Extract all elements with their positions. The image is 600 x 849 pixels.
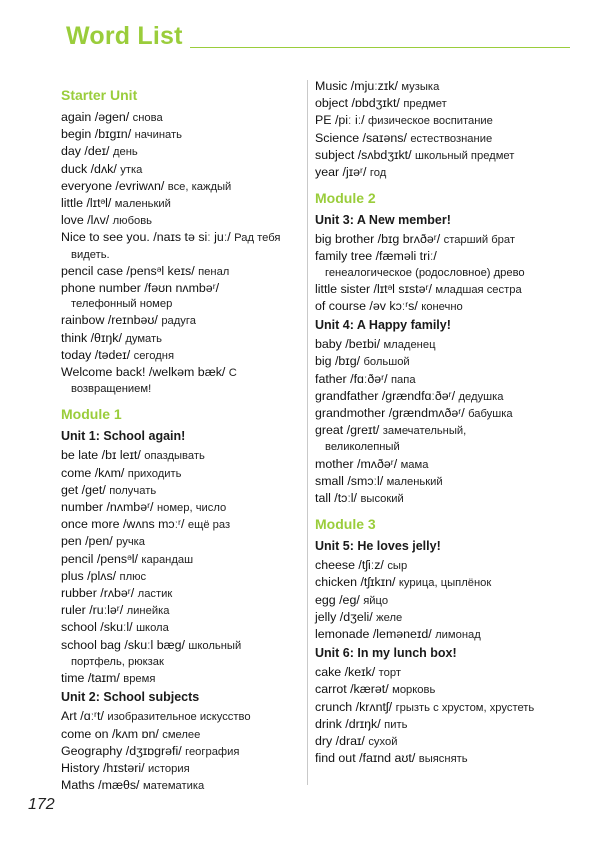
word-transcription: day /deɪ/: [61, 144, 113, 159]
word-transcription: come on /kʌm ɒn/: [61, 726, 163, 741]
word-transcription: small /smɔːl/: [315, 473, 387, 488]
word-transcription: Welcome back! /welkəm bæk/: [61, 365, 229, 380]
word-translation: номер, число: [156, 502, 227, 515]
unit-heading: Unit 6: In my lunch box!: [315, 646, 457, 661]
column-divider: [307, 80, 308, 785]
word-transcription: love /lʌv/: [61, 213, 113, 228]
word-entry: [61, 229, 301, 262]
word-transcription: Geography /dʒɪɒgrəfi/: [61, 743, 186, 758]
word-transcription: think /θɪŋk/: [61, 330, 126, 345]
word-entry: [315, 664, 570, 681]
word-translation: грызть с хрустом, хрустеть: [395, 701, 535, 714]
word-translation: получать: [109, 484, 157, 497]
word-transcription: rubber /rʌbəʳ/: [61, 586, 138, 601]
word-entry: [315, 456, 570, 473]
word-translation: торт: [378, 667, 401, 680]
word-translation: школьный: [188, 639, 242, 652]
page-title: Word List: [66, 22, 183, 50]
word-translation: морковь: [392, 684, 436, 697]
word-entry: [61, 330, 301, 347]
word-transcription: cheese /tʃiːz/: [315, 558, 388, 573]
word-entry: [315, 592, 570, 609]
word-translation: день: [112, 146, 138, 159]
word-entry: [61, 602, 301, 619]
word-transcription: egg /eg/: [315, 592, 364, 607]
word-transcription: mother /mʌðəʳ/: [315, 456, 401, 471]
unit-heading: Unit 1: School again!: [61, 429, 186, 444]
word-translation: ручка: [116, 536, 146, 549]
word-entry: [61, 212, 301, 229]
word-translation: С: [228, 367, 237, 380]
word-entry: [61, 533, 301, 550]
module-section: [61, 405, 301, 794]
word-transcription: crunch /krʌntʃ/: [315, 699, 396, 714]
word-entry: [315, 490, 570, 507]
word-entry: [61, 347, 301, 364]
word-translation: яйцо: [363, 594, 389, 607]
word-entry: [61, 499, 301, 516]
word-transcription: tall /tɔːl/: [315, 491, 361, 506]
word-entry: [61, 195, 301, 212]
unit-heading: Unit 4: A Happy family!: [315, 318, 451, 333]
word-entry: [315, 574, 570, 591]
word-transcription: time /taɪm/: [61, 671, 124, 686]
word-transcription: ruler /ruːləʳ/: [61, 603, 127, 618]
word-transcription: get /get/: [61, 482, 110, 497]
word-translation: снова: [132, 112, 163, 124]
word-entry: [315, 371, 570, 388]
word-translation: желе: [376, 611, 403, 624]
module-heading: Starter Unit: [61, 87, 138, 103]
word-translation: физическое воспитание: [368, 115, 493, 128]
word-translation: все, каждый: [167, 180, 232, 193]
word-transcription: school /skuːl/: [61, 620, 137, 635]
word-entry: [61, 516, 301, 533]
word-entry: [315, 557, 570, 574]
module-section: [315, 515, 570, 767]
word-transcription: object /ɒbdʒɪkt/: [315, 96, 404, 111]
word-entry: [315, 231, 570, 248]
word-translation-continued: портфель, рюкзак: [71, 655, 164, 668]
word-translation: курица, цыплёнок: [398, 577, 492, 590]
word-translation: младшая сестра: [435, 283, 522, 296]
word-translation: высокий: [360, 493, 404, 506]
word-entry: [315, 78, 570, 95]
word-translation-continued: генеалогическое (родословное) древо: [325, 266, 525, 279]
word-translation: год: [369, 167, 387, 180]
word-transcription: Art /ɑːʳt/: [61, 709, 108, 724]
word-translation: карандаш: [141, 553, 194, 566]
word-translation: маленький: [386, 475, 443, 488]
page-number: 172: [28, 796, 55, 813]
word-entry: [315, 336, 570, 353]
word-transcription: Maths /mæθs/: [61, 778, 143, 793]
word-translation: младенец: [383, 339, 436, 352]
word-entry: [315, 422, 570, 455]
word-translation: лимонад: [435, 629, 481, 642]
word-entry: [61, 637, 301, 670]
word-transcription: year /jɪəʳ/: [315, 165, 370, 180]
module-heading: Module 2: [315, 190, 376, 207]
word-entry: [61, 280, 301, 312]
word-transcription: Music /mjuːzɪk/: [315, 79, 402, 93]
word-translation: приходить: [127, 467, 182, 480]
word-entry: [315, 130, 570, 147]
word-translation: сегодня: [133, 349, 174, 362]
word-translation: утка: [120, 163, 143, 176]
word-translation: мама: [400, 458, 429, 471]
module-heading: Module 1: [61, 406, 122, 423]
word-translation: выяснять: [418, 753, 468, 766]
word-entry: [61, 263, 301, 280]
word-transcription: again /əgen/: [61, 110, 133, 124]
word-transcription: great /greɪt/: [315, 423, 383, 438]
word-transcription: pen /pen/: [61, 534, 117, 549]
title-underline: [190, 47, 570, 48]
word-entry: [61, 760, 301, 777]
word-entry: [61, 178, 301, 195]
module-section: [315, 189, 570, 507]
word-entry: [315, 609, 570, 626]
word-translation: пенал: [198, 265, 230, 278]
left-column: [61, 78, 301, 800]
word-transcription: little /lɪtᵊl/: [61, 196, 115, 211]
word-entry: [315, 405, 570, 422]
word-entry: [315, 164, 570, 181]
word-translation: история: [148, 762, 190, 775]
word-entry: [315, 473, 570, 490]
word-entry: [61, 482, 301, 499]
word-entry: [61, 364, 301, 397]
word-entry: [61, 743, 301, 760]
word-entry: [315, 681, 570, 698]
word-entry: [61, 726, 301, 743]
word-transcription: today /tədeɪ/: [61, 347, 134, 362]
word-translation: радуга: [161, 315, 196, 328]
word-transcription: plus /plʌs/: [61, 568, 120, 583]
word-translation-continued: великолепный: [325, 441, 400, 454]
word-entry: [315, 388, 570, 405]
word-transcription: of course /əv kɔːʳs/: [315, 299, 422, 314]
word-translation: старший брат: [443, 234, 515, 247]
word-transcription: big brother /bɪg brʌðəʳ/: [315, 232, 444, 247]
word-translation: время: [123, 673, 156, 686]
word-entry: [61, 551, 301, 568]
word-transcription: big /bɪg/: [315, 354, 364, 369]
unit-heading: Unit 3: A New member!: [315, 213, 451, 228]
unit-heading: Unit 5: He loves jelly!: [315, 539, 441, 554]
word-translation: сухой: [368, 736, 398, 749]
word-translation: предмет: [403, 98, 447, 111]
word-translation: конечно: [421, 301, 463, 314]
word-transcription: History /hɪstəri/: [61, 760, 149, 775]
word-transcription: Nice to see you. /naɪs tə siː juː/: [61, 230, 235, 245]
module-section: [61, 86, 301, 397]
word-translation: бабушка: [468, 408, 513, 421]
word-transcription: subject /sʌbdʒɪkt/: [315, 147, 416, 162]
word-transcription: pencil /pensᵊl/: [61, 551, 142, 566]
word-transcription: grandmother /grændmʌðəʳ/: [315, 406, 469, 421]
word-translation: математика: [142, 780, 205, 793]
word-entry: [315, 750, 570, 767]
right-column: [315, 78, 570, 774]
word-translation-continued: телефонный номер: [71, 298, 173, 311]
word-translation: естествознание: [410, 132, 493, 145]
word-translation: Рад тебя: [234, 232, 281, 245]
word-transcription: lemonade /leməneɪd/: [315, 627, 436, 642]
word-transcription: family tree /fæməli triː/: [315, 249, 437, 264]
word-entry: [315, 716, 570, 733]
word-translation: музыка: [401, 81, 440, 93]
word-translation: большой: [363, 356, 410, 369]
word-entry: [315, 112, 570, 129]
word-entry: [61, 161, 301, 178]
word-entry: [61, 312, 301, 329]
word-transcription: Science /saɪəns/: [315, 130, 411, 145]
word-transcription: be late /bɪ leɪt/: [61, 448, 145, 463]
word-entry: [61, 126, 301, 143]
word-translation: школьный предмет: [415, 149, 515, 162]
word-transcription: duck /dʌk/: [61, 161, 121, 176]
module-heading: Module 3: [315, 516, 376, 533]
word-entry: [61, 708, 301, 725]
word-transcription: find out /faɪnd aʊt/: [315, 751, 419, 766]
word-transcription: school bag /skuːl bæg/: [61, 637, 189, 652]
word-entry: [315, 699, 570, 716]
word-translation-continued: видеть.: [71, 248, 110, 261]
word-translation: смелее: [162, 728, 201, 741]
word-entry: [61, 670, 301, 687]
word-transcription: jelly /dʒeli/: [315, 609, 377, 624]
word-translation: маленький: [114, 198, 171, 211]
word-entry: [315, 733, 570, 750]
word-translation: начинать: [134, 129, 182, 142]
word-translation: география: [185, 745, 240, 758]
word-translation: ластик: [137, 588, 173, 601]
word-transcription: PE /piː iː/: [315, 113, 369, 128]
word-entry: [61, 585, 301, 602]
word-entry: [315, 298, 570, 315]
word-entry: [315, 95, 570, 112]
word-entry: [61, 777, 301, 794]
word-transcription: father /fɑːðəʳ/: [315, 371, 391, 386]
word-translation: думать: [125, 332, 162, 345]
word-entry: [315, 147, 570, 164]
word-translation: изобразительное искусство: [107, 711, 251, 724]
word-transcription: everyone /evriwʌn/: [61, 178, 168, 193]
word-entry: [315, 248, 570, 280]
word-translation: замечательный,: [382, 425, 467, 438]
word-transcription: grandfather /grændfɑːðəʳ/: [315, 388, 459, 403]
word-translation-continued: возвращением!: [71, 383, 152, 396]
word-translation: школа: [136, 622, 169, 635]
word-translation: опаздывать: [144, 450, 205, 463]
word-translation: пить: [384, 718, 408, 731]
word-transcription: begin /bɪgɪn/: [61, 127, 135, 142]
word-transcription: baby /beɪbi/: [315, 337, 384, 352]
word-entry: [61, 619, 301, 636]
word-transcription: pencil case /pensᵊl keɪs/: [61, 263, 199, 278]
word-transcription: carrot /kærət/: [315, 682, 393, 697]
word-translation: линейка: [126, 605, 170, 618]
word-transcription: phone number /fəʊn nʌmbəʳ/: [61, 281, 220, 296]
word-entry: [315, 281, 570, 298]
word-transcription: number /nʌmbəʳ/: [61, 500, 157, 515]
word-transcription: rainbow /reɪnbəʊ/: [61, 313, 162, 328]
word-translation: плюс: [119, 570, 147, 583]
word-transcription: drink /drɪŋk/: [315, 716, 385, 731]
word-transcription: once more /wʌns mɔːʳ/: [61, 517, 188, 532]
word-transcription: dry /draɪ/: [315, 734, 369, 749]
word-translation: дедушка: [458, 390, 504, 403]
word-translation: любовь: [112, 215, 152, 228]
word-translation: сыр: [387, 560, 408, 573]
word-transcription: cake /keɪk/: [315, 665, 379, 680]
word-translation: ещё раз: [187, 519, 231, 532]
word-transcription: little sister /lɪtᵊl sɪstəʳ/: [315, 281, 436, 296]
word-entry: [61, 568, 301, 585]
word-entry: [61, 447, 301, 464]
word-entry: [61, 143, 301, 160]
unit-heading: Unit 2: School subjects: [61, 690, 200, 705]
word-translation: папа: [390, 373, 416, 386]
word-transcription: come /kʌm/: [61, 465, 128, 480]
word-transcription: chicken /tʃɪkɪn/: [315, 575, 399, 590]
word-entry: [61, 109, 301, 126]
word-entry: [61, 465, 301, 482]
word-entry: [315, 353, 570, 370]
module-section: [315, 78, 570, 181]
word-entry: [315, 626, 570, 643]
